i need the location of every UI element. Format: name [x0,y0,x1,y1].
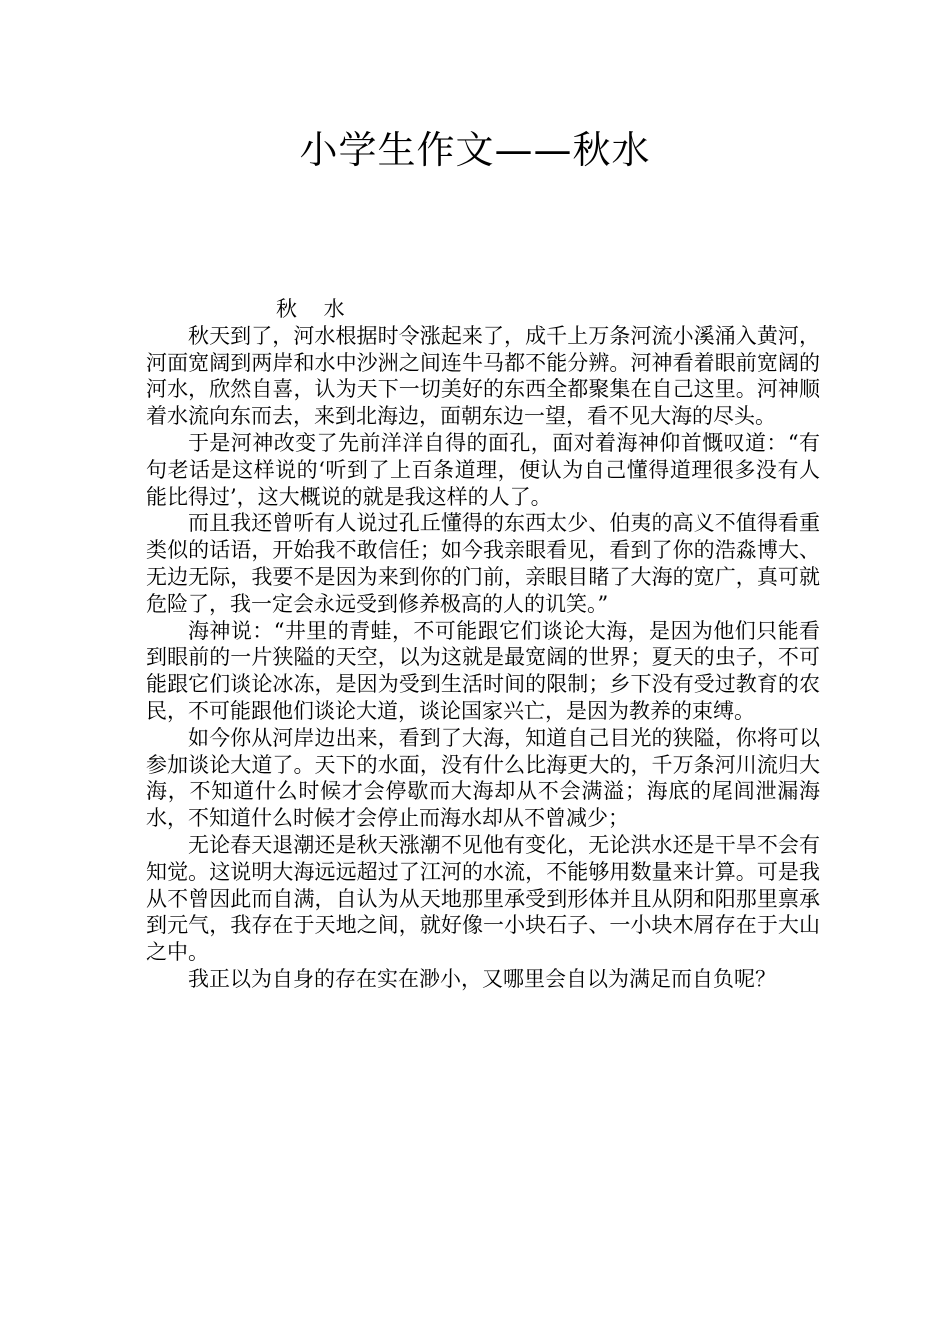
paragraph: 而且我还曾听有人说过孔丘懂得的东西太少、伯夷的高义不值得看重类似的话语，开始我不敢信任；如今我亲眼看见，看到了你的浩淼博大、无边无际，我要不是因为来到你的门前，亲眼目睹了大海的宽广，真可就危险了，我一定会永远受到修养极高的人的讥笑。” [146,511,820,616]
document-body [146,296,820,993]
document-title: 小学生作文——秋水 [299,128,651,172]
paragraph: 秋天到了，河水根据时令涨起来了，成千上万条河流小溪涌入黄河，河面宽阔到两岸和水中沙洲之间连牛马都不能分辨。河神看着眼前宽阔的河水，欣然自喜，认为天下一切美好的东西全都聚集在自己这里。河神顺着水流向东而去，来到北海边，面朝东边一望，看不见大海的尽头。 [146,323,820,429]
paragraph: 如今你从河岸边出来，看到了大海，知道自己目光的狭隘，你将可以参加谈论大道了。天下的水面，没有什么比海更大的，千万条河川流归大海，不知道什么时候才会停歇而大海却从不会满溢；海底的尾闾泄漏海水，不知道什么时候才会停止而海水却从不曾减少； [146,725,820,831]
paragraph: 海神说：“井里的青蛙，不可能跟它们谈论大海，是因为他们只能看到眼前的一片狭隘的天空，以为这就是最宽阔的世界；夏天的虫子，不可能跟它们谈论冰冻，是因为受到生活时间的限制；乡下没有受过教育的农民，不可能跟他们谈论大道，谈论国家兴亡，是因为教养的束缚。 [146,618,820,723]
essay-subheading: 秋 水 [276,297,355,321]
paragraph: 无论春天退潮还是秋天涨潮不见他有变化，无论洪水还是干旱不会有知觉。这说明大海远远超过了江河的水流，不能够用数量来计算。可是我从不曾因此而自满，自认为从天地那里承受到形体并且从阴和阳那里禀承到元气，我存在于天地之间，就好像一小块石子、一小块木屑存在于大山之中。 [146,832,820,965]
paragraph: 我正以为自身的存在实在渺小，又哪里会自以为满足而自负呢？ [188,966,776,991]
paragraph: 于是河神改变了先前洋洋自得的面孔，面对着海神仰首慨叹道：“有句老话是这样说的‘听到了上百条道理，便认为自己懂得道理很多没有人能比得过’，这大概说的就是我这样的人了。 [146,430,820,509]
